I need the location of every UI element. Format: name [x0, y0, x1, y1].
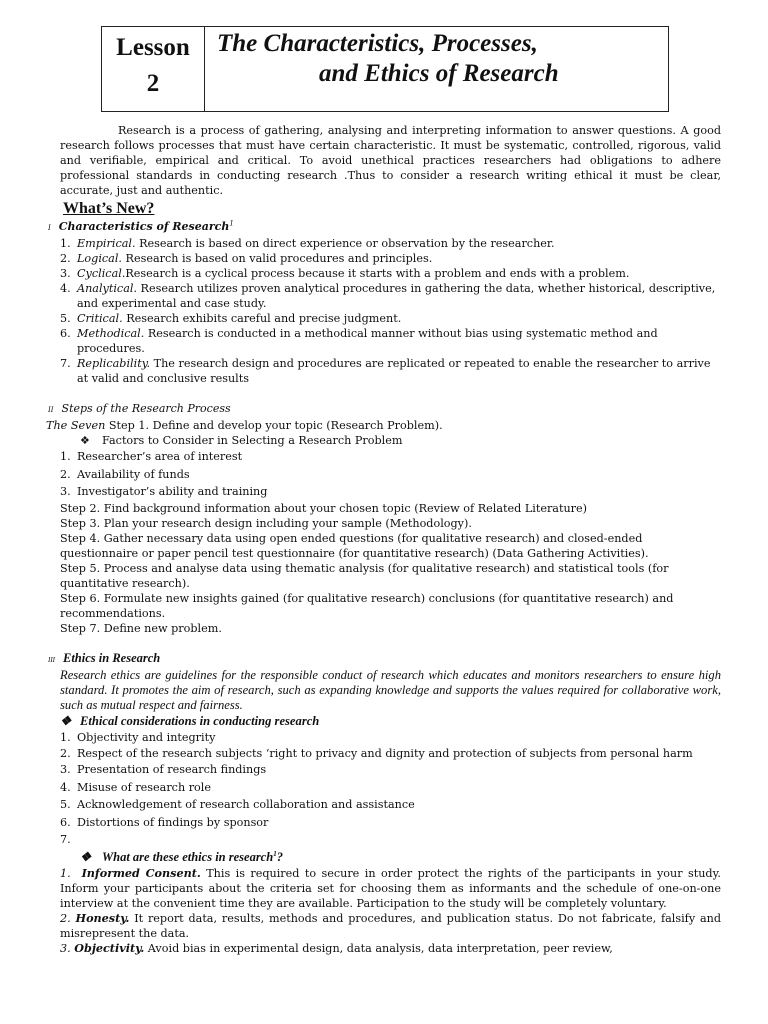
lesson-label: Lesson	[116, 34, 190, 61]
ethics-paragraph: Research ethics are guidelines for the responsible conduct of research which educates and monitors researchers to ensure high standard. It promotes the aim of research, such as expanding knowledge and supports the values required for collaborative work, such as mutual respect and fairness.	[60, 667, 721, 712]
item-text: Objectivity and integrity	[77, 730, 216, 744]
step-3: Step 3. Plan your research design including your sample (Methodology).	[60, 516, 472, 530]
step1-text: Step 1. Define and develop your topic (Research Problem).	[105, 419, 443, 432]
considerations-heading	[60, 713, 721, 729]
considerations-list	[60, 729, 721, 849]
item-number: 5.	[60, 312, 71, 325]
item-number: 2.	[60, 467, 71, 481]
item-number: 3.	[60, 763, 71, 776]
list-item	[60, 483, 721, 501]
item-term: Critical.	[77, 312, 123, 325]
lesson-label-cell	[102, 27, 205, 111]
diamond-bullet-icon: ❖	[60, 713, 72, 728]
item-number: 4.	[60, 282, 71, 295]
item-number: 6.	[60, 815, 71, 829]
step-7: Step 7. Define new problem.	[60, 621, 222, 635]
ethics-item	[60, 941, 721, 956]
item-text: Research is based on valid procedures and principles.	[121, 252, 433, 265]
list-item	[60, 831, 721, 849]
item-text: The research design and procedures are replicated or repeated to enable the researcher to arrive at valid and conclusive results	[77, 357, 711, 385]
item-text: Investigator’s ability and training	[77, 485, 268, 498]
section3-roman: III	[48, 655, 55, 664]
considerations-heading-text: Ethical considerations in conducting research	[80, 713, 320, 728]
item-text: Research utilizes proven analytical procedures in gathering the data, whether historical, descriptive, and experimental and case study.	[77, 282, 716, 310]
whats-new-heading: What’s New?	[63, 200, 155, 217]
item-text: Research is conducted in a methodical manner without bias using systematic method and procedures.	[77, 327, 658, 355]
factors-heading-text: Factors to Consider in Selecting a Research Problem	[102, 434, 403, 447]
question-text: What are these ethics in research	[102, 849, 274, 864]
step1-line	[46, 418, 721, 433]
section3-title: Ethics in Research	[63, 650, 161, 665]
item-text: Acknowledgement of research collaboration and assistance	[77, 798, 415, 811]
ethics-item	[60, 866, 721, 911]
section2-heading	[48, 401, 721, 418]
step-4: Step 4. Gather necessary data using open ended questions (for qualitative research) and closed-ended questionnaire or paper pencil test questionnaire (for quantitative research) (Data Gathering Activities).	[60, 531, 649, 560]
list-item	[60, 251, 721, 266]
item-text: Avoid bias in experimental design, data analysis, data interpretation, peer review,	[144, 941, 613, 955]
item-term: Empirical.	[77, 237, 136, 250]
factors-list	[60, 448, 721, 501]
step-5: Step 5. Process and analyse data using thematic analysis (for qualitative research) and statistical tools (for quantitative research).	[60, 561, 669, 590]
item-text: This is required to secure in order protect the rights of the participants in your study. Inform your participants about the criteria set for choosing them as informants and the schedule of one-on-one interview at the convenient time they are available. Participation to the study will be completely voluntary.	[60, 866, 721, 910]
item-term: Informed Consent.	[81, 865, 201, 880]
section2-title: Steps of the Research Process	[61, 402, 231, 415]
item-number: 7.	[60, 357, 71, 370]
item-number: 5.	[60, 798, 71, 811]
lesson-title-line1: The Characteristics, Processes,	[217, 30, 538, 57]
item-text: It report data, results, methods and procedures, and publication status. Do not fabricate, falsify and misrepresent the data.	[60, 911, 721, 940]
section1-footnote-mark: 1	[229, 219, 234, 228]
section2-roman: II	[48, 406, 54, 414]
list-item	[60, 746, 721, 761]
item-number: 1.	[60, 730, 71, 744]
list-item	[60, 266, 721, 281]
list-item	[60, 311, 721, 326]
lesson-title-cell	[205, 27, 668, 111]
item-term: Replicability.	[77, 357, 151, 370]
item-number: 2.	[60, 252, 71, 265]
step-6: Step 6. Formulate new insights gained (for qualitative research) conclusions (for quantitative research) and recommendations.	[60, 591, 674, 620]
question-mark: ?	[276, 849, 283, 864]
diamond-bullet-icon: ❖	[80, 434, 91, 447]
diamond-bullet-icon: ❖	[80, 849, 92, 864]
item-text: Availability of funds	[77, 467, 190, 481]
item-number: 2.	[60, 747, 71, 760]
item-number: 2.	[60, 911, 71, 925]
list-item	[60, 281, 721, 311]
item-number: 1.	[60, 450, 71, 463]
list-item	[60, 356, 721, 386]
list-item	[60, 761, 721, 779]
item-text: Research is a cyclical process because it starts with a problem and ends with a problem.	[125, 267, 630, 280]
section3-heading	[48, 650, 721, 668]
lesson-body	[46, 123, 721, 956]
lesson-number: 2	[146, 70, 160, 97]
section1-roman: I	[48, 224, 51, 232]
list-item	[60, 729, 721, 747]
item-term: Logical.	[77, 252, 122, 265]
intro-paragraph: Research is a process of gathering, analysing and interpreting information to answer questions. A good research follows processes that must have certain characteristic. It must be systematic, controlled, rigorous, valid and verifiable, empirical and critical. To avoid unethical practices researchers had obligations to adhere professional standards in conducting research .Thus to consider a research writing ethical it must be clear, accurate, just and authentic.	[60, 124, 721, 197]
item-number: 1.	[60, 866, 71, 880]
item-text: Research is based on direct experience or observation by the researcher.	[135, 237, 555, 250]
lesson-title-line2: and Ethics of Research	[319, 60, 559, 87]
item-text: Presentation of research findings	[77, 763, 267, 776]
item-number: 3.	[60, 485, 71, 498]
item-text: Respect of the research subjects ‘right to privacy and dignity and protection of subjects from personal harm	[77, 747, 693, 760]
factors-heading	[60, 433, 721, 448]
list-item	[60, 779, 721, 797]
list-item	[60, 236, 721, 251]
item-number: 3.	[60, 941, 71, 955]
lesson-header-box	[101, 26, 669, 112]
item-term: Cyclical.	[77, 267, 126, 280]
item-number: 1.	[60, 237, 71, 250]
item-text: Misuse of research role	[77, 780, 211, 794]
section1-title: Characteristics of Research	[58, 220, 230, 233]
item-number: 3.	[60, 267, 71, 280]
item-number: 6.	[60, 327, 71, 340]
item-number: 4.	[60, 780, 71, 794]
seven-prefix: The Seven	[46, 419, 106, 432]
list-item	[60, 814, 721, 832]
ethics-item	[60, 911, 721, 941]
item-term: Analytical.	[77, 282, 137, 295]
item-number: 7.	[60, 833, 71, 846]
item-text: Distortions of findings by sponsor	[77, 815, 269, 829]
question-footnote-mark: 1	[273, 849, 277, 858]
item-text: Researcher’s area of interest	[77, 450, 243, 463]
list-item	[60, 448, 721, 466]
characteristics-list	[60, 236, 721, 386]
list-item	[60, 796, 721, 814]
section1-heading	[48, 219, 721, 236]
step-2: Step 2. Find background information about your chosen topic (Review of Related Literature)	[60, 501, 588, 515]
list-item	[60, 466, 721, 484]
ethics-question-heading	[60, 849, 721, 866]
item-term: Honesty.	[75, 910, 130, 925]
item-term: Methodical.	[77, 327, 145, 340]
list-item	[60, 326, 721, 356]
item-term: Objectivity.	[74, 940, 145, 955]
item-text: Research exhibits careful and precise judgment.	[122, 312, 402, 325]
